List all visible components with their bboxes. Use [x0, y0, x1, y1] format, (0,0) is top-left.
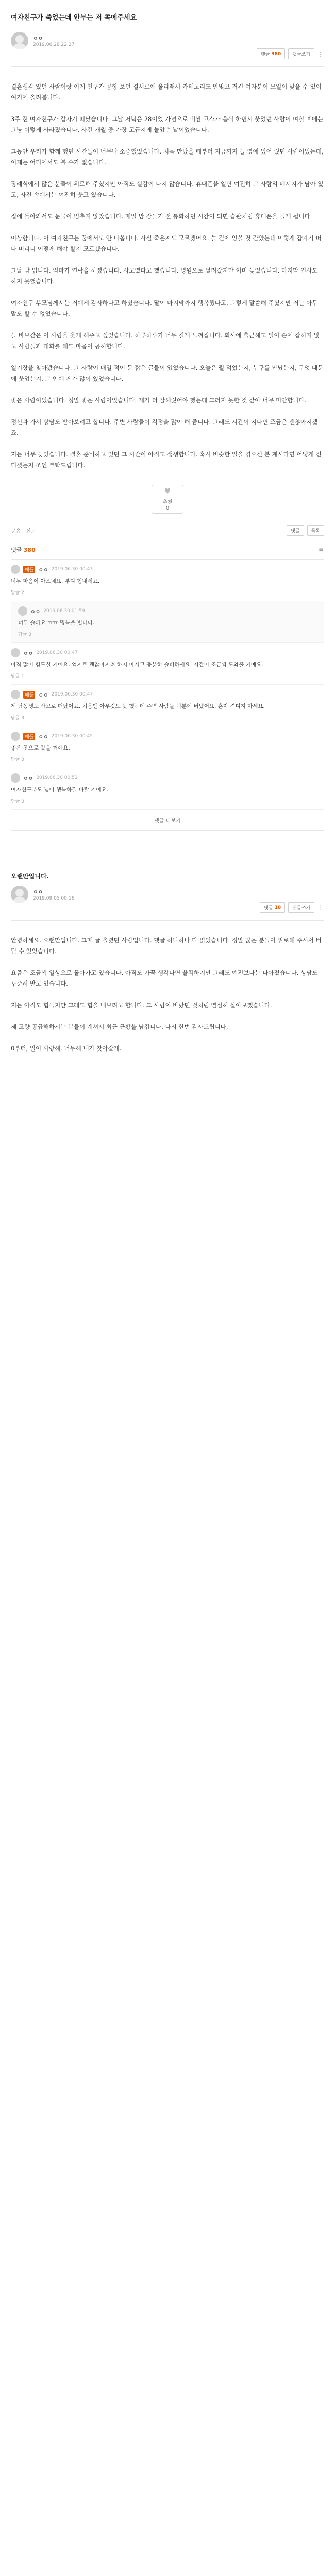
post-paragraph: 요즘은 조금씩 일상으로 돌아가고 있습니다. 아직도 가끔 생각나면 울컥하지만 그래도 예전보다는 나아졌습니다. 상담도 꾸준히 받고 있습니다. [11, 969, 318, 987]
comment-avatar [11, 732, 20, 741]
sort-icon[interactable]: ≡ [318, 546, 324, 553]
comment-avatar [11, 773, 20, 783]
comment-avatar [18, 606, 27, 616]
post-paragraph: 여자친구 부모님께서는 저에게 감사하다고 하셨습니다. 딸이 마지막까지 행복했다고, 그렇게 말씀해 주셨지만 저는 아무 말도 할 수 없었습니다. [11, 299, 318, 317]
comment-count: 380 [271, 51, 281, 57]
comment-count: 18 [274, 905, 281, 910]
comment-replies[interactable]: 답글 0 [11, 799, 24, 804]
comment-list [11, 560, 324, 810]
post2 [11, 872, 324, 1054]
more-options-icon[interactable]: ⋮ [317, 50, 324, 58]
comment-time: 2019.06.30 00:47 [36, 650, 78, 655]
post-paragraph: 집에 돌아와서도 눈물이 멈추지 않았습니다. 매일 밤 잠들기 전 통화하던 시간이 되면 습관처럼 휴대폰을 들게 됩니다. [11, 213, 312, 220]
best-badge: 베플 [23, 733, 35, 740]
comment-replies[interactable]: 답글 1 [11, 674, 24, 679]
post-paragraph: 그동안 우리가 함께 했던 시간들이 너무나 소중했었습니다. 처음 만났을 때부터 지금까지 늘 옆에 있어 줬던 사람이었는데, 이제는 어디에서도 볼 수가 없습니다. [11, 148, 324, 166]
comment [11, 726, 324, 768]
post-date: 2019.09.05 00:16 [33, 895, 75, 901]
post-paragraph: 이상합니다. 이 여자친구는 꿈에서도 안 나옵니다. 사실 죽은지도 모르겠어요. 늘 곁에 있을 것 같았는데 이렇게 갑자기 떠나 버리니 어떻게 해야 할지 모르겠습니다. [11, 234, 322, 252]
comment-replies[interactable]: 답글 0 [18, 632, 31, 637]
post-paragraph: 저는 너무 늦었습니다. 결혼 준비하고 있던 그 시간이 아직도 생생합니다. 혹시 비슷한 일을 겪으신 분 계시다면 어떻게 견디셨는지 조언 부탁드립니다. [11, 451, 322, 469]
post-paragraph: 그날 밤 입니다. 엄마가 연락을 하셨습니다. 사고였다고 했습니다. 병원으로 달려갔지만 이미 늦었습니다. 마지막 인사도 하지 못했습니다. [11, 267, 318, 285]
comment-text: 좋은 곳으로 갔을 거예요. [11, 745, 70, 751]
post-paragraph: 정신과 가서 상담도 받아보려고 합니다. 주변 사람들이 걱정을 많이 해 줍니다. 그래도 시간이 지나면 조금은 괜찮아지겠죠. [11, 418, 318, 436]
post-paragraph: 결혼생각 있던 사람이랑 이제 친구가 공항 보던 결서로에 올리래서 카테고리도 안맞고 거긴 여자분이 모일이 맞을 수 있어 여기에 올려봅니다. [11, 83, 322, 101]
post2-title: 오랜만입니다. [11, 873, 49, 880]
write-comment-button[interactable]: 댓글쓰기 [288, 902, 314, 913]
post-title: 여자친구가 죽었는데 안부는 저 쪽에주세요 [11, 14, 137, 22]
like-button[interactable] [152, 485, 183, 514]
more-options-icon[interactable]: ⋮ [317, 904, 324, 911]
comment-author[interactable]: ㅇㅇ [38, 567, 48, 573]
post2-actions [11, 902, 324, 913]
post-paragraph: 장례식에서 많은 분들이 위로해 주셨지만 아직도 실감이 나지 않습니다. 휴대폰을 열면 여전히 그 사람의 메시지가 남아 있고, 사진 속에서는 여전히 웃고 있습니다. [11, 180, 324, 198]
avatar[interactable] [11, 886, 28, 903]
comment-avatar [11, 648, 20, 657]
best-badge: 베플 [23, 691, 35, 699]
heart-icon: ♥ [164, 487, 171, 496]
comment [11, 768, 324, 810]
post2-author-row [11, 886, 324, 903]
comment-count-label: 댓글 [261, 52, 270, 57]
post-date: 2019.06.28 22:27 [33, 42, 75, 47]
write-comment-button[interactable]: 댓글쓰기 [288, 48, 314, 59]
like-count: 0 [165, 505, 170, 511]
avatar[interactable] [11, 32, 28, 49]
list-button[interactable]: 목록 [307, 525, 324, 536]
author-row [11, 32, 324, 49]
comment-author[interactable]: ㅇㅇ [23, 651, 34, 657]
comment-text: 제 남동생도 사고로 떠났어요. 처음엔 아무것도 못 했는데 주변 사람들 덕분에 버텼어요. 혼자 견디지 마세요. [11, 703, 265, 709]
comment-replies[interactable]: 답글 2 [11, 590, 24, 596]
best-badge: 베플 [23, 566, 35, 573]
comment-replies[interactable]: 답글 3 [11, 716, 24, 721]
share-button[interactable]: 공유 [11, 529, 21, 534]
like-label: 추천 [162, 500, 173, 505]
author-name[interactable]: ㅇㅇ [33, 36, 43, 42]
comment-time: 2019.06.30 00:43 [51, 567, 93, 572]
post-paragraph: 일기장을 찾아봤습니다. 그 사람이 매일 적어 둔 짧은 글들이 있었습니다. 오늘은 뭘 먹었는지, 누구를 만났는지, 무엇 때문에 웃었는지. 그 안에 제가 많이 있었습니다. [11, 364, 324, 382]
comment-time: 2019.06.30 00:52 [36, 775, 78, 781]
post-body [11, 67, 324, 471]
comments-title: 댓글 [11, 547, 22, 553]
post-paragraph: 0부터, 일이 사랑해. 너무해 내가 찾아갈게. [11, 1045, 122, 1052]
post-paragraph: 저는 아직도 힘들지만 그래도 힘을 내보려고 합니다. 그 사람이 바랐던 것처럼 열심히 살아보겠습니다. [11, 1002, 272, 1009]
bottom-actions [11, 522, 324, 540]
comment-time: 2019.06.30 00:47 [51, 692, 93, 697]
comment-time: 2019.06.30 00:45 [51, 734, 93, 739]
comment [11, 685, 324, 726]
comment-time: 2019.06.30 01:59 [43, 608, 85, 614]
comment-text: 아직 많이 힘드실 거예요. 억지로 괜찮아지려 하지 마시고 충분히 슬퍼하세요. 시간이 조금씩 도와줄 거예요. [11, 662, 263, 668]
like-bar [11, 482, 324, 522]
post-paragraph: 늘 바보같은 이 사람을 웃게 해주고 싶었습니다. 하루하루가 너무 길게 느껴집니다. 회사에 출근해도 일이 손에 잡히지 않고 사람들과 대화를 해도 마음이 공허합니다. [11, 332, 320, 350]
post-paragraph: 좋은 사람이었습니다. 정말 좋은 사람이었습니다. 제가 더 잘해줬어야 했는데 그러지 못한 것 같아 너무 미안합니다. [11, 397, 307, 404]
reply-button[interactable]: 댓글 [287, 525, 304, 536]
comment-count-button[interactable] [257, 48, 285, 59]
comment-avatar [11, 565, 20, 574]
comment-text: 너무 슬퍼요 ㅠㅠ 명복을 빕니다. [18, 620, 95, 626]
comment-count-button[interactable] [260, 902, 285, 913]
post-actions [11, 48, 324, 59]
report-button[interactable]: 신고 [26, 529, 36, 534]
comment-avatar [11, 690, 20, 699]
post-paragraph: 제 고향 공급해하시는 분들이 계셔서 최근 근황을 남깁니다. 다시 한번 감사드립니다. [11, 1023, 228, 1030]
comment-text: 너무 마음이 아프네요. 부디 힘내세요. [11, 578, 100, 584]
comment-author[interactable]: ㅇㅇ [30, 609, 41, 615]
post2-body [11, 921, 324, 1054]
comment-author[interactable]: ㅇㅇ [38, 692, 48, 699]
comment [11, 601, 324, 643]
comment [11, 643, 324, 685]
post [0, 13, 335, 1054]
more-comments-button[interactable]: 댓글 더보기 [11, 810, 324, 831]
post-paragraph: 안녕하세요. 오랜만입니다. 그때 글 올렸던 사람입니다. 댓글 하나하나 다 읽었습니다. 정말 많은 분들이 위로해 주셔서 버틸 수 있었습니다. [11, 937, 322, 955]
comment-author[interactable]: ㅇㅇ [23, 776, 34, 782]
comments-header [11, 540, 324, 560]
post-paragraph: 3주 전 여자친구가 갑자기 떠났습니다. 그날 저녁은 28이었 가넘으로 비싼 코스가 음식 하면서 웃었던 사람이 며칠 후에는 그냥 이렇게 사라졌습니다. 사건 개월 중 가장 고급지게 놀았던 날이었습니다. [11, 115, 324, 133]
author-name[interactable]: ㅇㅇ [33, 889, 43, 895]
comments-count: 380 [23, 547, 36, 553]
comment-text: 여자친구분도 님이 행복하길 바랄 거예요. [11, 787, 109, 793]
comment-replies[interactable]: 답글 0 [11, 757, 24, 762]
comment [11, 560, 324, 601]
comment-author[interactable]: ㅇㅇ [38, 734, 48, 740]
comment-count-label: 댓글 [264, 906, 273, 911]
